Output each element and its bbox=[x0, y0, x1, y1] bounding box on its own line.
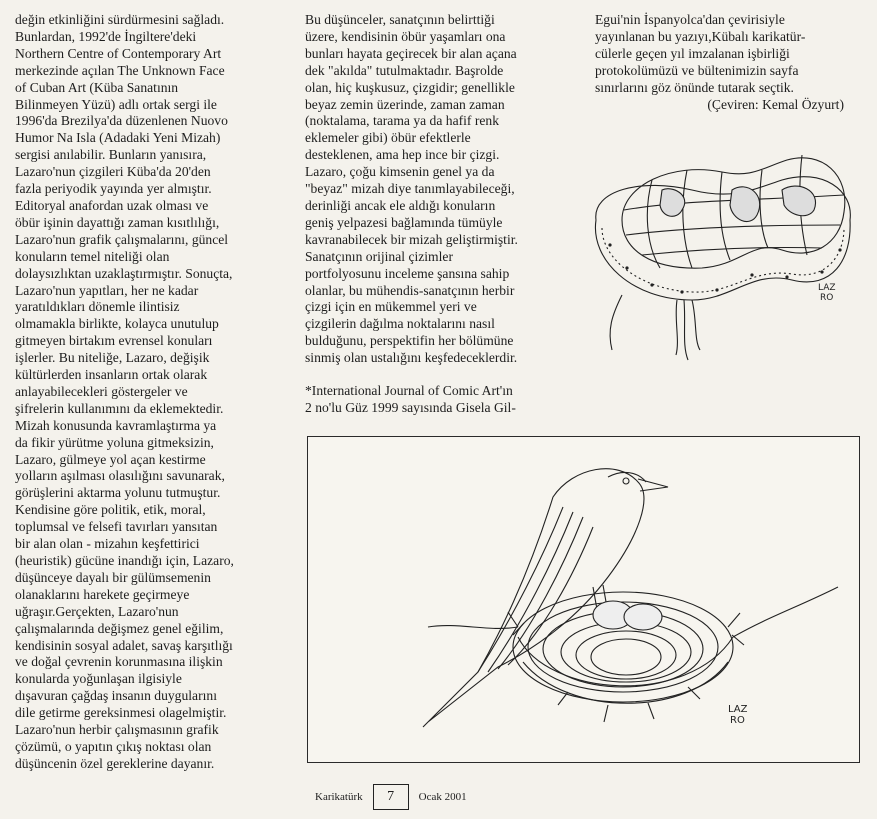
body-text-line: (heuristik) gücüne inandığı için, Lazaro, bbox=[15, 553, 234, 568]
body-text-line: dile getirme gereksinmesi olagelmiştir. bbox=[15, 705, 227, 721]
body-text-line: gitmeyen birtakım evrensel konuları bbox=[15, 333, 213, 349]
body-text-line: protokolümüzü ve bültenimizin sayfa bbox=[595, 62, 799, 78]
body-text-line: değin etkinliğini sürdürmesini sağladı. bbox=[15, 12, 225, 27]
globe-drawing bbox=[582, 150, 862, 390]
body-text-line: konuların temel niteliği olan bbox=[15, 248, 170, 264]
globe-cartoon-illustration bbox=[582, 150, 862, 390]
body-text-line: cülerle geçen yıl imzalanan işbirliği bbox=[595, 45, 790, 61]
body-text-line: kendisinin sosyal adalet, savaş karşıtlığı bbox=[15, 637, 233, 653]
body-text-line: çözümü, o yapıtın çıkış noktası olan bbox=[15, 738, 212, 754]
page-footer bbox=[315, 783, 575, 811]
body-text-line: Editoryal anafordan uzak olması ve bbox=[15, 197, 209, 213]
body-text-line: bir alan olan - mizahın keşfettirici bbox=[15, 536, 200, 552]
body-text-line: üzere, kendisinin öbür yaşamları ona bbox=[305, 28, 506, 44]
body-text-line: Bu düşünceler, sanatçının belirttiği bbox=[305, 12, 495, 27]
article-column-1 bbox=[15, 12, 275, 773]
page-number: 7 bbox=[373, 784, 409, 810]
body-text-line: çizgi için en mükemmel yeri ve bbox=[305, 299, 477, 315]
body-text-line: 1996'da Brezilya'da düzenlenen Nuovo bbox=[15, 113, 228, 129]
body-text-line: Bunlardan, 1992'de İngiltere'deki bbox=[15, 28, 197, 44]
body-text-line: of Cuban Art (Küba Sanatının bbox=[15, 79, 179, 95]
body-text-line: olanaklarını harekete geçirmeye bbox=[15, 586, 190, 602]
body-text-line: Lazaro, gülmeye yol açan kestirme bbox=[15, 451, 206, 467]
body-text-line: Lazaro'nun herbir çalışmasının grafik bbox=[15, 722, 219, 738]
body-text-line: Northern Centre of Contemporary Art bbox=[15, 45, 222, 61]
body-text-line: olanlar, bu mühendis-sanatçının herbir bbox=[305, 282, 515, 298]
body-text-line: yolların aşılması olasılığını savunarak, bbox=[15, 468, 225, 484]
body-text-line: Lazaro'nun çizgileri Küba'da 20'den bbox=[15, 164, 211, 180]
svg-text:RO: RO bbox=[820, 293, 834, 303]
body-text-line: sinmiş olan ustalığını keşfedeceklerdir. bbox=[305, 350, 518, 366]
translator-credit: (Çeviren: Kemal Özyurt) bbox=[707, 96, 844, 112]
body-text-line: "beyaz" mizah diye tanımlayabileceği, bbox=[305, 181, 515, 197]
bird-drawing bbox=[308, 437, 858, 761]
body-text-line: toplumsal ve felsefi tavırları yansıtan bbox=[15, 519, 218, 535]
body-text-line: Sanatçının orijinal çizimler bbox=[305, 248, 453, 264]
issue-date: Ocak 2001 bbox=[418, 791, 467, 803]
body-text-line: ve doğal çevrenin korunmasına ilişkin bbox=[15, 654, 223, 670]
body-text-line: eklemeler gibi) öbür efektlerle bbox=[305, 130, 471, 146]
body-text-line: beyaz zemin üzerinde, zaman zaman bbox=[305, 96, 505, 112]
body-text-line: da fikir yürütme yoluna gitmeksizin, bbox=[15, 434, 214, 450]
body-text-line: işlerler. Bu niteliğe, Lazaro, değişik bbox=[15, 350, 210, 366]
body-text-line: yaratıldıkları dönemle ilintisiz bbox=[15, 299, 180, 315]
body-text-line: kültürlerden insanların ortak olarak bbox=[15, 367, 208, 383]
body-text-line: merkezinde açılan The Unknown Face bbox=[15, 62, 225, 78]
body-text-line: görüşlerini aktarma yolunu tutmuştur. bbox=[15, 485, 221, 501]
body-text-line: olmamakla birlikte, kolayca unutulup bbox=[15, 316, 219, 332]
body-text-line: kavranabilecek bir mizah geliştirmiştir. bbox=[305, 231, 518, 247]
svg-text:RO: RO bbox=[730, 715, 745, 726]
note-text-line: 2 no'lu Güz 1999 sayısında Gisela Gil- bbox=[305, 399, 516, 415]
body-text-line: Lazaro'nun grafik çalışmalarını, güncel bbox=[15, 231, 229, 247]
body-text-line: şifrelerin kullanımını da eklemektedir. bbox=[15, 400, 224, 416]
body-text-line: öbür işinin dayattığı zaman kısıtlılığı, bbox=[15, 214, 220, 230]
body-text-line: dolaysızlıktan uzaklaştırmıştır. Sonuçta, bbox=[15, 265, 233, 281]
body-text-line: dışavuran çağdaş insanın duygularını bbox=[15, 688, 217, 704]
body-text-line: sınırlarını göz önünde tutarak seçtik. bbox=[595, 79, 794, 95]
body-text-line: Humor Na Isla (Adadaki Yeni Mizah) bbox=[15, 130, 221, 146]
body-text-line: derinliği ancak ele aldığı konuların bbox=[305, 197, 496, 213]
body-text-line: portfolyosunu inceleme şansına sahip bbox=[305, 265, 510, 281]
body-text-line: Lazaro'nun yapıtları, her ne kadar bbox=[15, 282, 199, 298]
source-note bbox=[305, 383, 567, 417]
bird-nest-cartoon-illustration bbox=[307, 436, 860, 763]
body-text-line: fazla periyodik yayında yer almıştır. bbox=[15, 181, 212, 197]
body-text-line: Mizah konusunda kavramlaştırma ya bbox=[15, 417, 217, 433]
body-text-line: bunları hayata geçirecek bir alan açana bbox=[305, 45, 517, 61]
body-text-line: geniş yelpazesi bağlamında tümüyle bbox=[305, 214, 503, 230]
body-text-line: anlayabilecekleri göstergeler ve bbox=[15, 383, 188, 399]
magazine-name: Karikatürk bbox=[315, 791, 363, 803]
body-text-line: Lazaro, çoğu kimsenin genel ya da bbox=[305, 164, 495, 180]
note-text-line: *International Journal of Comic Art'ın bbox=[305, 383, 513, 399]
body-text-line: Bilinmeyen Yüzü) adlı ortak sergi ile bbox=[15, 96, 217, 112]
body-text-line: çalışmalarında değişmez genel eğilim, bbox=[15, 620, 224, 636]
body-text-line: desteklenen, ama hep ince bir çizgi. bbox=[305, 147, 500, 163]
body-text-line: yayınlanan bu yazıyı,Kübalı karikatür- bbox=[595, 28, 806, 44]
body-text-line: sergisi anılabilir. Bunların yanısıra, bbox=[15, 147, 207, 163]
body-text-line: bulduğunu, perspektifin her bölümüne bbox=[305, 333, 514, 349]
globe-signature: LAZ bbox=[818, 283, 836, 293]
body-text-line: dek "akılda" tutulmaktadır. Başrolde bbox=[305, 62, 504, 78]
body-text-line: düşüncenin özel gereklerine dayanır. bbox=[15, 755, 215, 771]
bird-signature: LAZ bbox=[728, 704, 748, 715]
body-text-line: konularda yoğunlaşan ilgisiyle bbox=[15, 671, 182, 687]
body-text-line: (noktalama, tarama ya da hafif renk bbox=[305, 113, 499, 129]
body-text-line: Kendisine göre politik, etik, moral, bbox=[15, 502, 206, 518]
body-text-line: Egui'nin İspanyolca'dan çevirisiyle bbox=[595, 12, 785, 27]
article-column-2 bbox=[305, 12, 567, 417]
body-text-line: düşünceye dayalı bir gülümsemenin bbox=[15, 569, 211, 585]
article-column-3 bbox=[595, 12, 850, 113]
body-text-line: uğraşır.Gerçekten, Lazaro'nun bbox=[15, 603, 179, 619]
body-text-line: çizgilerin dağılma noktalarını nasıl bbox=[305, 316, 495, 332]
body-text-line: olan, hiç kuşkusuz, çizgidir; genellikle bbox=[305, 79, 515, 95]
